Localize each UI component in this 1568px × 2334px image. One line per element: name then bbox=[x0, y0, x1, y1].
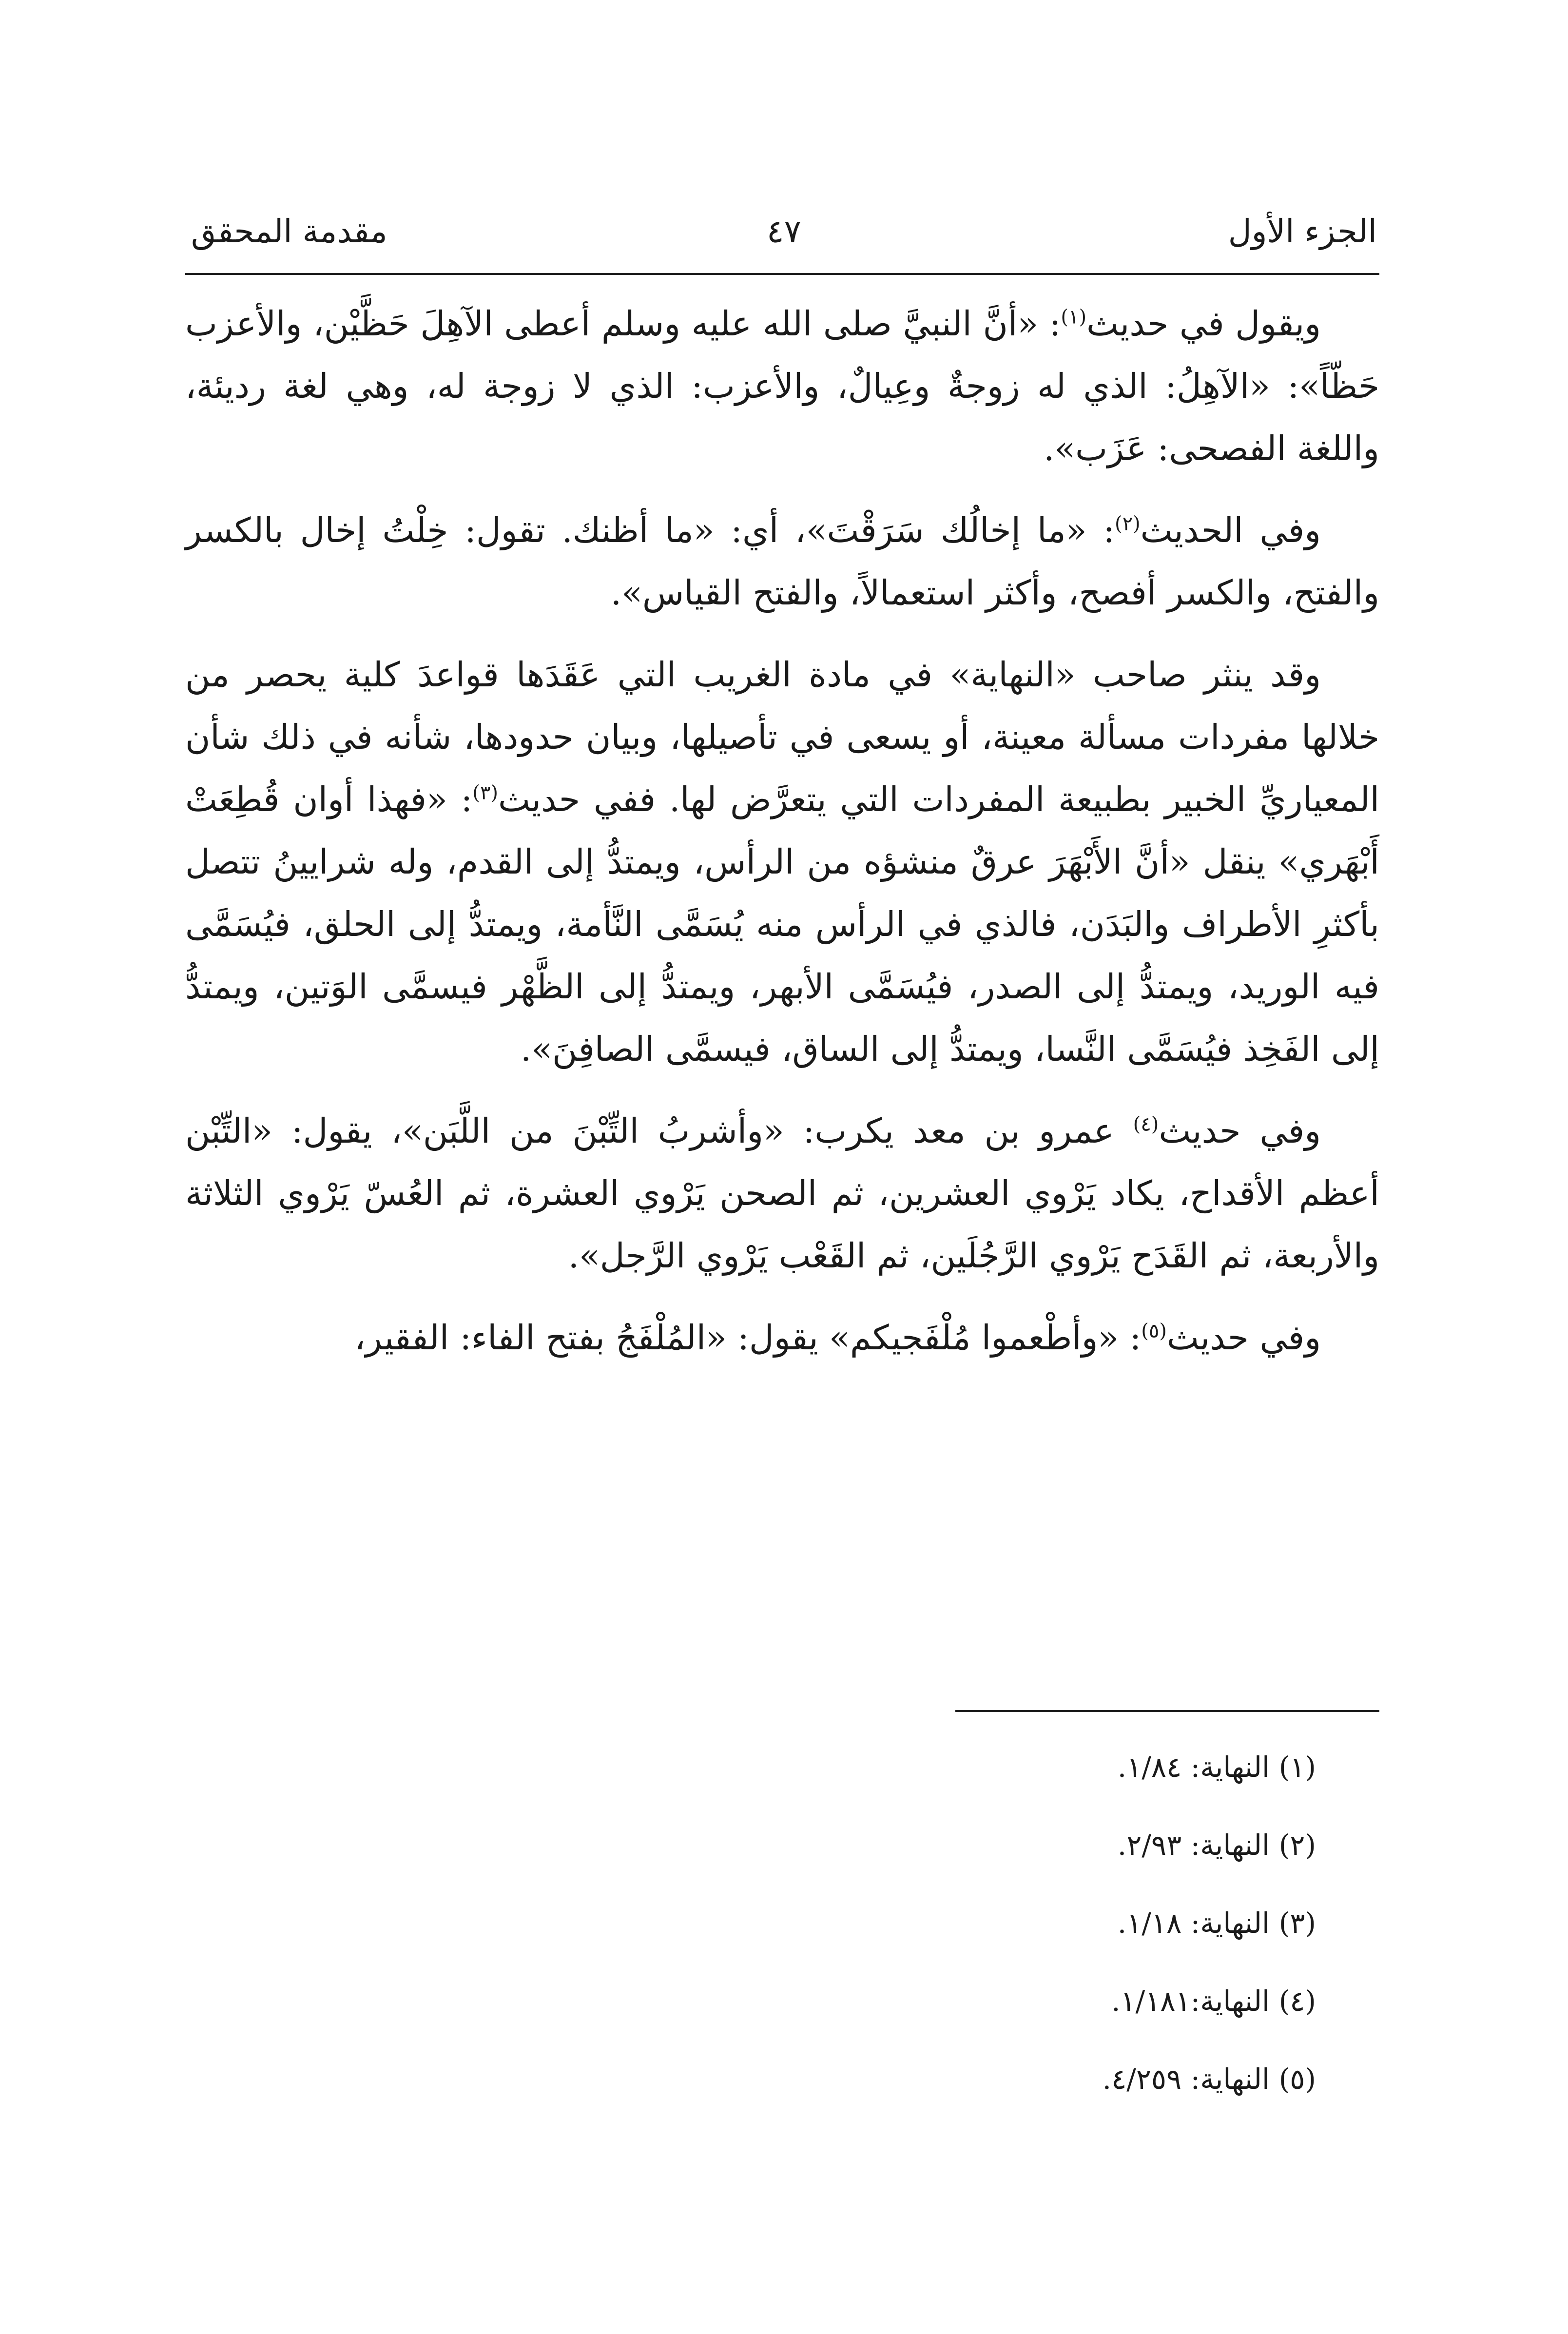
footnote-1: (١) النهاية: ١/٨٤. bbox=[1117, 1750, 1316, 1784]
footnotes bbox=[185, 1728, 1316, 2118]
paragraph-2 bbox=[185, 499, 1379, 624]
paragraph-text: : «وأطْعموا مُلْفَجيكم» يقول: «المُلْفَجُ بفتح الفاء: الفقير، bbox=[354, 1318, 1142, 1358]
paragraph-text: وفي حديث bbox=[1159, 1111, 1321, 1151]
footnote-2: (٢) النهاية: ٢/٩٣. bbox=[1117, 1828, 1316, 1862]
page-number: ٤٧ bbox=[767, 213, 801, 250]
footnote-ref-5: (٥) bbox=[1141, 1320, 1167, 1342]
paragraph-text: : «فهذا أوان قُطِعَتْ أَبْهَري» ينقل «أنَّ الأَبْهَرَ عرقٌ منشؤه من الرأس، ويمتدُّ إلى القدم، وله شرايينُ تتصل بأكثرِ الأطراف والبَدَن، فالذي في الرأس منه يُسَمَّى النَّأمة، ويمتدُّ إلى الحلق، فيُسَمَّى فيه الوريد، ويمتدُّ إلى الصدر، فيُسَمَّى الأبهر، ويمتدُّ إلى الظَّهْر فيسمَّى الوَتين، ويمتدُّ إلى الفَخِذ فيُسَمَّى النَّسا، ويمتدُّ إلى الساق، فيسمَّى الصافِنَ». bbox=[185, 779, 1379, 1069]
paragraph-3 bbox=[185, 643, 1379, 1080]
paragraph-text: : «ما إخالُك سَرَقْتَ»، أي: «ما أظنك. تقول: خِلْتُ إخال بالكسر والفتح، والكسر أفصح، وأكثر استعمالاً، والفتح القياس». bbox=[185, 510, 1379, 613]
running-header bbox=[191, 205, 1377, 258]
footnote-divider bbox=[955, 1710, 1379, 1712]
main-text bbox=[185, 292, 1379, 1388]
footnote-5: (٥) النهاية: ٤/٢٥٩. bbox=[1102, 2062, 1316, 2096]
paragraph-text: وفي حديث bbox=[1166, 1318, 1321, 1358]
paragraph-text: ويقول في حديث bbox=[1086, 304, 1321, 344]
section-title: مقدمة المحقق bbox=[191, 213, 387, 250]
paragraph-text: وقد ينثر صاحب «النهاية» في مادة الغريب التي عَقَدَها قواعدَ كلية يحصر من خلالها مفردات مسألة معينة، أو يسعى في تأصيلها، وبيان حدودها، شأنه في ذلك شأن المعياريِّ الخبير بطبيعة المفردات التي يتعرَّض لها. ففي حديث bbox=[185, 655, 1380, 819]
footnote-ref-1: (١) bbox=[1061, 306, 1087, 329]
footnote-ref-4: (٤) bbox=[1133, 1113, 1159, 1136]
paragraph-1 bbox=[185, 292, 1379, 480]
footnote-3: (٣) النهاية: ١/١٨. bbox=[1117, 1906, 1316, 1940]
paragraph-text: : «أنَّ النبيَّ صلى الله عليه وسلم أعطى الآهِلَ حَظَّيْن، والأعزب حَظّاً»: «الآهِلُ: الذي له زوجةٌ وعِيالٌ، والأعزب: الذي لا زوجة له، وهي لغة رديئة، واللغة الفصحى: عَزَب». bbox=[185, 304, 1379, 468]
paragraph-4 bbox=[185, 1100, 1379, 1287]
paragraph-5 bbox=[185, 1306, 1379, 1369]
paragraph-text: وفي الحديث bbox=[1140, 510, 1321, 550]
footnote-ref-2: (٢) bbox=[1114, 512, 1141, 535]
header-divider bbox=[185, 273, 1379, 275]
footnote-ref-3: (٣) bbox=[472, 781, 498, 804]
volume-label: الجزء الأول bbox=[1228, 213, 1377, 250]
paragraph-text: عمرو بن معد يكرب: «وأشربُ التِّبْنَ من اللَّبَن»، يقول: «التِّبْن أعظم الأقداح، يكاد يَرْوي العشرين، ثم الصحن يَرْوي العشرة، ثم العُسّ يَرْوي الثلاثة والأربعة، ثم القَدَح يَرْوي الرَّجُلَين، ثم القَعْب يَرْوي الرَّجل». bbox=[185, 1111, 1379, 1276]
footnote-4: (٤) النهاية:١/١٨١. bbox=[1111, 1984, 1316, 2018]
